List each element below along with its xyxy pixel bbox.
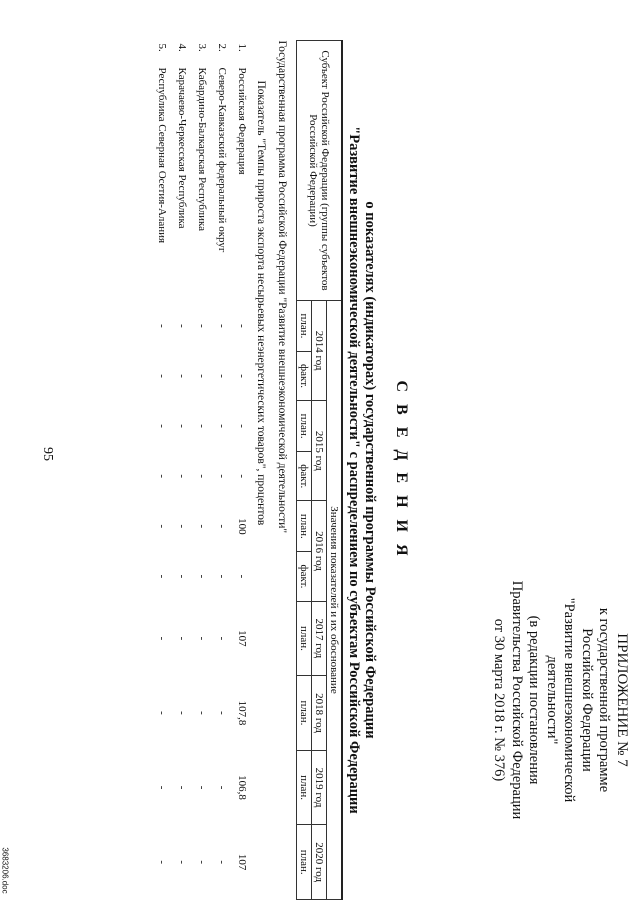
indicators-table-wrap: [152, 40, 343, 900]
cell: -: [216, 860, 228, 864]
cell: -: [216, 636, 228, 641]
appendix-line: от 30 марта 2018 г. № 376): [491, 618, 508, 782]
cell: -: [176, 374, 188, 378]
cell: 107,8: [236, 700, 248, 726]
cell: -: [216, 524, 228, 529]
cell: -: [216, 424, 228, 428]
cell: -: [176, 474, 188, 479]
cell: -: [156, 524, 168, 529]
cell: -: [176, 636, 188, 641]
cell: -: [156, 636, 168, 641]
cell: -: [156, 574, 168, 579]
cell: -: [176, 524, 188, 529]
table-row: [172, 41, 192, 900]
cell: -: [176, 711, 188, 715]
year-header: 2014 год: [312, 301, 327, 401]
cell: -: [156, 785, 168, 790]
cell: -: [196, 711, 208, 715]
appendix-block: [490, 555, 630, 845]
appendix-line: к государственной программе: [596, 607, 613, 793]
cell: -: [216, 574, 228, 579]
cell: -: [196, 374, 208, 378]
cell: -: [196, 574, 208, 579]
cell: -: [236, 424, 248, 428]
page-number: 95: [40, 447, 55, 461]
document-title: [346, 60, 410, 880]
year-header: 2015 год: [312, 401, 327, 501]
fact-header: факт.: [297, 552, 312, 601]
cell: -: [176, 324, 188, 328]
cell: -: [196, 474, 208, 479]
row-subject: Северо-Кавказский федеральный округ: [216, 67, 228, 253]
cell: 100: [236, 518, 248, 535]
year-header: 2019 год: [312, 750, 327, 825]
cell: -: [216, 324, 228, 328]
cell: 106,8: [236, 775, 248, 800]
cell: -: [156, 711, 168, 715]
fact-header: факт.: [297, 452, 312, 501]
appendix-line: ПРИЛОЖЕНИЕ № 7: [614, 633, 630, 767]
row-subject: Карачаево-Черкесская Республика: [176, 67, 188, 229]
plan-header: план.: [297, 301, 312, 352]
row-subject: Кабардино-Балкарская Республика: [196, 67, 208, 232]
title-line-1: о показателях (индикаторах) государственной программы Российской Федерации: [362, 201, 378, 739]
subject-header: Субъект Российской Федерации (группы субъектов Российской Федерации): [297, 41, 343, 301]
program-line: Государственная программа Российской Федерации "Развитие внешнеэкономической деятельности": [276, 40, 288, 534]
plan-header: план.: [297, 750, 312, 825]
cell: -: [196, 785, 208, 790]
cell: -: [176, 860, 188, 864]
cell: -: [196, 424, 208, 428]
year-header: 2020 год: [312, 825, 327, 900]
fact-header: факт.: [297, 351, 312, 400]
cell: -: [176, 424, 188, 428]
row-subject: Российская Федерация: [236, 67, 248, 175]
row-number: 4.: [176, 43, 188, 52]
appendix-line: "Развитие внешнеэкономической: [561, 597, 578, 803]
cell: -: [156, 424, 168, 428]
cell: -: [236, 324, 248, 328]
appendix-line: (в редакции постановления: [526, 615, 543, 785]
appendix-line: Правительства Российской Федерации: [509, 580, 525, 820]
year-header: 2017 год: [312, 601, 327, 676]
cell: -: [176, 785, 188, 790]
year-header: 2016 год: [312, 501, 327, 601]
indicators-table: [152, 40, 343, 900]
appendix-line: деятельности": [544, 655, 560, 745]
cell: -: [216, 785, 228, 790]
title-line-2: "Развитие внешнеэкономической деятельности" с распределением по субъектам Российской Федерации: [346, 126, 362, 814]
row-number: 3.: [196, 43, 208, 52]
cell: -: [216, 374, 228, 378]
title-heading: С В Е Д Е Н И Я: [393, 380, 410, 560]
cell: -: [196, 636, 208, 641]
cell: 107: [236, 853, 248, 871]
cell: -: [176, 574, 188, 579]
cell: -: [196, 324, 208, 328]
cell: -: [236, 374, 248, 378]
cell: -: [156, 474, 168, 479]
plan-header: план.: [297, 601, 312, 676]
table-row: [192, 41, 212, 900]
cell: -: [196, 524, 208, 529]
cell: -: [236, 574, 248, 579]
plan-header: план.: [297, 401, 312, 452]
plan-header: план.: [297, 501, 312, 552]
row-number: 1.: [236, 43, 248, 52]
cell: -: [216, 474, 228, 479]
plan-header: план.: [297, 676, 312, 751]
year-header: 2018 год: [312, 676, 327, 751]
table-row: [232, 41, 252, 900]
cell: -: [216, 711, 228, 715]
footer-doc-ref: 3683206.doc: [0, 847, 10, 894]
row-subject: Республика Северная Осетия-Алания: [156, 67, 168, 244]
plan-header: план.: [297, 825, 312, 900]
table-row: [212, 41, 232, 900]
row-number: 5.: [156, 43, 168, 52]
cell: -: [236, 474, 248, 479]
indicator-line: Показатель "Темпы прироста экспорта несырьевых неэнергетических товаров", процентов: [255, 80, 267, 526]
table-row: [152, 41, 172, 900]
cell: 107: [236, 630, 248, 647]
appendix-line: Российской Федерации: [579, 628, 595, 772]
values-header: Значения показателей и их обоснование: [327, 301, 343, 900]
cell: -: [156, 374, 168, 378]
cell: -: [156, 860, 168, 864]
cell: -: [196, 860, 208, 864]
cell: -: [156, 324, 168, 328]
row-number: 2.: [216, 43, 228, 52]
